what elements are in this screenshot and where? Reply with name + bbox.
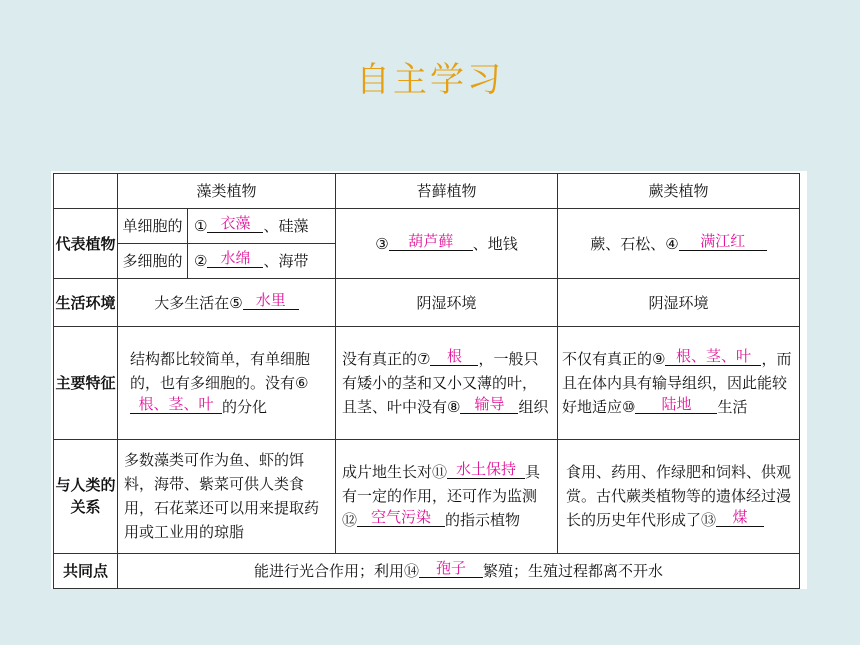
marker-10: ⑩ <box>622 397 636 416</box>
plant-comparison-table <box>53 173 800 589</box>
moss-habitat-cell: 阴湿环境 <box>336 279 558 327</box>
moss-features-cell <box>336 327 558 439</box>
algae-features-cell <box>118 327 336 439</box>
header-algae: 藻类植物 <box>118 174 336 209</box>
row-common <box>54 553 800 588</box>
algae-features-suffix: 的分化 <box>222 397 268 416</box>
answer-12: 空气污染 <box>357 508 445 527</box>
answer-6: 根、茎、叶 <box>130 395 222 414</box>
row-label-features: 主要特征 <box>54 327 118 439</box>
marker-8: ⑧ <box>447 397 461 416</box>
header-row <box>54 174 800 209</box>
fern-features-suffix: 生活 <box>717 397 748 416</box>
common-suffix: 繁殖；生殖过程都离不开水 <box>483 561 664 580</box>
answer-5: 水里 <box>243 291 299 310</box>
answer-10: 陆地 <box>635 395 717 414</box>
algae-multicellular-label: 多细胞的 <box>118 244 188 279</box>
algae-features-text: 结构都比较简单，有单细胞的，也有多细胞的。没有 <box>130 349 311 392</box>
marker-9: ⑨ <box>652 349 666 368</box>
answer-14: 孢子 <box>419 559 483 578</box>
fern-representative-prefix: 蕨、石松、 <box>590 234 666 253</box>
header-moss: 苔藓植物 <box>336 174 558 209</box>
answer-9: 根、茎、叶 <box>665 347 761 366</box>
moss-features-prefix: 没有真正的 <box>342 349 418 368</box>
marker-3: ③ <box>375 234 389 253</box>
marker-13: ⑬ <box>701 511 717 530</box>
algae-relation-text: 多数藻类可作为鱼、虾的饵料，海带、紫菜可供人类食用，石花菜还可以用来提取药用或工业用的琼脂 <box>124 451 320 542</box>
algae-unicellular-cell <box>188 209 336 244</box>
fern-features-prefix: 不仅有真正的 <box>562 349 653 368</box>
common-prefix: 能进行光合作用；利用 <box>253 561 404 580</box>
moss-relation-cell <box>336 439 558 553</box>
algae-unicellular-label: 单细胞的 <box>118 209 188 244</box>
header-corner <box>54 174 118 209</box>
answer-3: 葫芦藓 <box>389 232 473 251</box>
algae-unicellular-suffix: 、硅藻 <box>263 217 309 236</box>
algae-habitat-prefix: 大多生活在 <box>154 293 230 312</box>
marker-2: ② <box>194 252 208 271</box>
header-fern: 蕨类植物 <box>558 174 800 209</box>
common-cell <box>118 553 800 588</box>
algae-multicellular-suffix: 、海带 <box>263 252 309 271</box>
fern-relation-cell <box>558 439 800 553</box>
marker-1: ① <box>194 217 208 236</box>
fern-representative-cell <box>558 209 800 279</box>
marker-11: ⑪ <box>432 463 448 482</box>
fern-features-mid: ，而且在体内具有输导组织，因此能较好地适应 <box>562 349 792 416</box>
row-label-common: 共同点 <box>54 553 118 588</box>
moss-representative-cell <box>336 209 558 279</box>
algae-multicellular-cell <box>188 244 336 279</box>
answer-1: 衣藻 <box>207 214 263 233</box>
row-label-representative: 代表植物 <box>54 209 118 279</box>
row-label-relation: 与人类的关系 <box>54 439 118 553</box>
moss-features-suffix: 组织 <box>518 397 549 416</box>
fern-features-cell <box>558 327 800 439</box>
row-label-habitat: 生活环境 <box>54 279 118 327</box>
answer-13: 煤 <box>716 508 764 527</box>
fern-relation-text: 食用、药用、作绿肥和饲料、供观赏。古代蕨类植物等的遗体经过漫长的历史年代形成了 <box>566 463 792 530</box>
page-title: 自主学习 <box>356 60 504 100</box>
fern-habitat-cell: 阴湿环境 <box>558 279 800 327</box>
row-relation <box>54 439 800 553</box>
algae-relation-cell <box>118 439 336 553</box>
moss-relation-prefix: 成片地生长对 <box>342 463 433 482</box>
row-habitat <box>54 279 800 327</box>
marker-12: ⑫ <box>342 511 358 530</box>
answer-2: 水绵 <box>207 249 263 268</box>
answer-4: 满江红 <box>679 232 767 251</box>
algae-habitat-cell <box>118 279 336 327</box>
marker-6: ⑥ <box>295 373 309 392</box>
moss-representative-suffix: 、地钱 <box>472 234 518 253</box>
marker-4: ④ <box>665 234 679 253</box>
moss-features-mid: ，一般只有矮小的茎和又小又薄的叶，且茎、叶中没有 <box>342 349 539 416</box>
marker-5: ⑤ <box>229 293 243 312</box>
row-features <box>54 327 800 439</box>
moss-relation-suffix: 的指示植物 <box>445 511 521 530</box>
answer-8: 输导 <box>460 395 518 414</box>
marker-14: ⑭ <box>404 561 420 580</box>
marker-7: ⑦ <box>417 349 431 368</box>
moss-relation-mid: 具有一定的作用，还可作为监测 <box>342 463 541 506</box>
answer-11: 水土保持 <box>447 460 525 479</box>
answer-7: 根 <box>430 347 478 366</box>
row-representative-1 <box>54 209 800 244</box>
